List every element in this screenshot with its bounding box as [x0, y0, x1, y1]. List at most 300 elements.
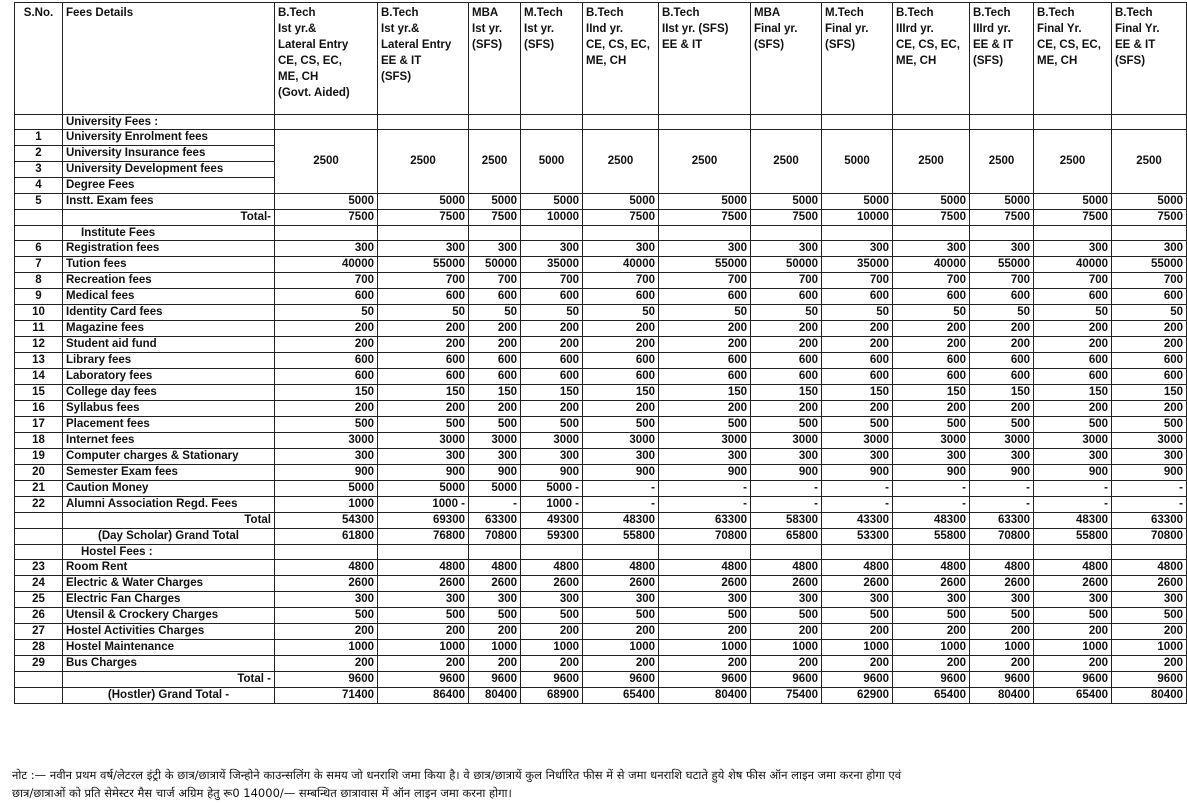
fee-amount-cell: 300 — [970, 241, 1034, 257]
fee-amount-cell: 300 — [1034, 592, 1112, 608]
row-sno: 10 — [15, 305, 63, 321]
day-scholar-grand-total-row — [15, 529, 1187, 545]
fee-amount-cell: 700 — [275, 273, 378, 289]
fee-amount-cell: 1000 — [893, 640, 970, 656]
fee-amount-cell: 600 — [751, 369, 822, 385]
fee-row — [15, 576, 1187, 592]
fee-amount-cell: 600 — [1034, 369, 1112, 385]
university-total-amount: 10000 — [521, 210, 583, 226]
fee-amount-cell: 200 — [893, 624, 970, 640]
blank-cell — [275, 545, 378, 560]
fee-amount-cell: 600 — [822, 369, 893, 385]
day-scholar-grand-total-amount: 55800 — [893, 529, 970, 545]
blank-cell — [521, 545, 583, 560]
fee-amount-cell: 500 — [469, 417, 521, 433]
fee-amount-cell: 5000 — [822, 194, 893, 210]
fee-amount-cell: 600 — [893, 369, 970, 385]
row-sno: 21 — [15, 481, 63, 497]
fee-amount-cell: 500 — [822, 608, 893, 624]
blank-cell — [970, 115, 1034, 130]
header-col-line: CE, CS, EC, — [278, 55, 342, 67]
fee-amount-cell: - — [1034, 481, 1112, 497]
fee-amount-cell: 5000 — [1034, 194, 1112, 210]
blank-cell — [1112, 115, 1187, 130]
fee-amount-cell: 300 — [469, 241, 521, 257]
fee-amount-cell: 200 — [275, 656, 378, 672]
fee-amount-cell: - — [893, 481, 970, 497]
fee-amount-cell: 200 — [1112, 401, 1187, 417]
blank-cell — [751, 115, 822, 130]
fee-amount-cell: 700 — [469, 273, 521, 289]
header-col-10 — [970, 3, 1034, 115]
header-col-line: M.Tech — [825, 7, 864, 19]
institute-total-amount: 43300 — [822, 513, 893, 529]
fee-amount-cell: 50 — [521, 305, 583, 321]
header-col-line: Ist yr.& — [381, 23, 420, 35]
fee-amount-cell: - — [1112, 481, 1187, 497]
header-col-9 — [893, 3, 970, 115]
row-fee-name: Hostel Maintenance — [63, 640, 275, 656]
fee-row — [15, 369, 1187, 385]
fee-amount-cell: 200 — [1034, 401, 1112, 417]
university-total-amount: 7500 — [469, 210, 521, 226]
fee-amount-cell: 4800 — [521, 560, 583, 576]
fee-amount-cell: 200 — [970, 656, 1034, 672]
row-sno: 14 — [15, 369, 63, 385]
note — [12, 766, 1182, 802]
blank-cell — [469, 115, 521, 130]
fee-amount-cell: 2600 — [893, 576, 970, 592]
university-total-label: Total- — [63, 210, 275, 226]
row-sno: 8 — [15, 273, 63, 289]
fee-amount-cell: 5000 — [659, 194, 751, 210]
fee-amount-cell: 500 — [275, 417, 378, 433]
day-scholar-grand-total-amount: 55800 — [583, 529, 659, 545]
header-col-line: Lateral Entry — [278, 39, 349, 51]
fee-amount-cell: 500 — [1112, 417, 1187, 433]
fee-amount-cell: 50 — [822, 305, 893, 321]
fee-amount-cell: 150 — [1112, 385, 1187, 401]
university-total-amount: 7500 — [751, 210, 822, 226]
fee-amount-cell: 200 — [583, 337, 659, 353]
fee-amount-cell: 4800 — [583, 560, 659, 576]
hostel-total-amount: 9600 — [275, 672, 378, 688]
header-col-5 — [583, 3, 659, 115]
row-sno: 26 — [15, 608, 63, 624]
fee-amount-cell: 500 — [521, 417, 583, 433]
header-col-line: EE & IT — [381, 55, 422, 67]
fee-amount-cell: 300 — [378, 592, 469, 608]
hostler-grand-total-amount: 80400 — [970, 688, 1034, 704]
fee-amount-cell: 50 — [583, 305, 659, 321]
header-col-line: B.Tech — [278, 7, 316, 19]
hostler-grand-total-amount: 65400 — [893, 688, 970, 704]
blank-cell — [1034, 226, 1112, 241]
header-col-line: IIst yr. (SFS) — [662, 23, 729, 35]
fee-amount-cell: 150 — [521, 385, 583, 401]
row-fee-name: University Insurance fees — [63, 146, 275, 162]
fee-amount-cell: 300 — [378, 241, 469, 257]
day-scholar-grand-total-amount: 55800 — [1034, 529, 1112, 545]
day-scholar-grand-total-amount: 70800 — [659, 529, 751, 545]
day-scholar-grand-total-amount: 61800 — [275, 529, 378, 545]
fee-amount-cell: 200 — [275, 321, 378, 337]
fee-amount-cell: 4800 — [893, 560, 970, 576]
fee-amount-cell: 300 — [275, 241, 378, 257]
fee-amount-cell: 600 — [970, 369, 1034, 385]
header-col-line: B.Tech — [1037, 7, 1075, 19]
row-sno: 23 — [15, 560, 63, 576]
fee-amount-cell: 5000 - — [521, 481, 583, 497]
fee-amount-cell: 55000 — [1112, 257, 1187, 273]
fee-amount-cell: 300 — [970, 592, 1034, 608]
fee-amount-cell: 200 — [521, 337, 583, 353]
blank-cell — [970, 545, 1034, 560]
header-col-line: M.Tech — [524, 7, 563, 19]
fee-amount-cell: 600 — [1034, 289, 1112, 305]
institute-total-amount: 48300 — [583, 513, 659, 529]
row-sno: 29 — [15, 656, 63, 672]
fee-amount-cell: 700 — [1034, 273, 1112, 289]
fee-amount-cell: 3000 — [893, 433, 970, 449]
row-fee-name: Laboratory fees — [63, 369, 275, 385]
day-scholar-grand-total-amount: 70800 — [970, 529, 1034, 545]
fee-amount-cell: 300 — [583, 449, 659, 465]
fee-amount-cell: 50 — [275, 305, 378, 321]
hostel-total-amount: 9600 — [893, 672, 970, 688]
fee-amount-cell: 200 — [659, 321, 751, 337]
university-total-amount: 10000 — [822, 210, 893, 226]
fee-row — [15, 257, 1187, 273]
fee-amount-cell: 900 — [751, 465, 822, 481]
row-sno: 16 — [15, 401, 63, 417]
fee-amount-cell: 300 — [659, 241, 751, 257]
fee-amount-cell: 200 — [970, 337, 1034, 353]
fee-amount-cell: 5000 — [1112, 194, 1187, 210]
hostel-fees-heading-label: Hostel Fees : — [63, 545, 275, 560]
hostel-fees-heading-row — [15, 545, 1187, 560]
fee-amount-cell: - — [893, 497, 970, 513]
header-col-line: ME, CH — [896, 55, 937, 67]
combined-university-amount: 2500 — [751, 130, 822, 194]
university-total-amount: 7500 — [1034, 210, 1112, 226]
fee-row — [15, 337, 1187, 353]
fee-amount-cell: 55000 — [659, 257, 751, 273]
header-col-line: (SFS) — [973, 55, 1004, 67]
hostel-total-amount: 9600 — [822, 672, 893, 688]
fee-amount-cell: 700 — [893, 273, 970, 289]
institute-fees-heading-row — [15, 226, 1187, 241]
row-fee-name: Syllabus fees — [63, 401, 275, 417]
fee-amount-cell: 35000 — [822, 257, 893, 273]
fee-amount-cell: 150 — [893, 385, 970, 401]
fee-amount-cell: 200 — [970, 624, 1034, 640]
fee-amount-cell: 900 — [659, 465, 751, 481]
fee-amount-cell: 200 — [751, 656, 822, 672]
fee-amount-cell: 900 — [893, 465, 970, 481]
hostel-total-label: Total - — [63, 672, 275, 688]
fee-amount-cell: 5000 — [378, 481, 469, 497]
fee-amount-cell: 200 — [1034, 337, 1112, 353]
header-col-line: ME, CH — [278, 71, 319, 83]
row-sno: 7 — [15, 257, 63, 273]
fee-amount-cell: 200 — [583, 321, 659, 337]
header-col-line: EE & IT — [662, 39, 703, 51]
fee-amount-cell: 900 — [521, 465, 583, 481]
fee-amount-cell: 300 — [751, 449, 822, 465]
blank-cell — [378, 545, 469, 560]
fee-table-body — [15, 115, 1187, 704]
fee-amount-cell: 200 — [822, 321, 893, 337]
blank-cell — [15, 115, 63, 130]
header-col-line: ME, CH — [1037, 55, 1078, 67]
fee-amount-cell: 200 — [822, 656, 893, 672]
blank-cell — [15, 513, 63, 529]
blank-cell — [378, 115, 469, 130]
fee-amount-cell: 4800 — [378, 560, 469, 576]
fee-amount-cell: 2600 — [378, 576, 469, 592]
hostel-total-amount: 9600 — [659, 672, 751, 688]
fee-amount-cell: 1000 — [822, 640, 893, 656]
blank-cell — [751, 226, 822, 241]
fee-amount-cell: 500 — [822, 417, 893, 433]
fee-amount-cell: 3000 — [378, 433, 469, 449]
fee-row — [15, 289, 1187, 305]
fee-amount-cell: 2600 — [1034, 576, 1112, 592]
combined-university-amount: 2500 — [1112, 130, 1187, 194]
institute-total-amount: 63300 — [659, 513, 751, 529]
fee-amount-cell: 1000 — [1034, 640, 1112, 656]
fee-amount-cell: 3000 — [469, 433, 521, 449]
fee-amount-cell: 200 — [893, 401, 970, 417]
row-sno: 15 — [15, 385, 63, 401]
header-col-line: Final yr. — [825, 23, 869, 35]
row-fee-name: Student aid fund — [63, 337, 275, 353]
blank-cell — [893, 545, 970, 560]
fee-amount-cell: 600 — [378, 289, 469, 305]
fee-amount-cell: - — [751, 481, 822, 497]
blank-cell — [1112, 226, 1187, 241]
fee-amount-cell: 700 — [1112, 273, 1187, 289]
fee-amount-cell: 300 — [1034, 449, 1112, 465]
fee-amount-cell: 200 — [378, 656, 469, 672]
header-col-1 — [275, 3, 378, 115]
fee-amount-cell: 4800 — [822, 560, 893, 576]
fee-amount-cell: 1000 — [659, 640, 751, 656]
fee-amount-cell: 200 — [521, 401, 583, 417]
row-fee-name: Placement fees — [63, 417, 275, 433]
blank-cell — [893, 226, 970, 241]
row-sno: 12 — [15, 337, 63, 353]
fee-amount-cell: 600 — [275, 289, 378, 305]
fee-amount-cell: 50000 — [751, 257, 822, 273]
fee-amount-cell: 200 — [893, 321, 970, 337]
fee-amount-cell: 900 — [1112, 465, 1187, 481]
fee-amount-cell: - — [659, 481, 751, 497]
row-sno: 9 — [15, 289, 63, 305]
row-sno: 19 — [15, 449, 63, 465]
fee-amount-cell: 200 — [275, 401, 378, 417]
fee-amount-cell: 55000 — [378, 257, 469, 273]
fee-amount-cell: 500 — [659, 417, 751, 433]
fee-row — [15, 449, 1187, 465]
fee-amount-cell: 1000 — [1112, 640, 1187, 656]
fee-amount-cell: 300 — [893, 241, 970, 257]
header-col-line: B.Tech — [662, 7, 700, 19]
header-col-line: IInd yr. — [586, 23, 624, 35]
blank-cell — [583, 226, 659, 241]
hostler-grand-total-amount: 71400 — [275, 688, 378, 704]
fee-amount-cell: 500 — [1112, 608, 1187, 624]
fee-amount-cell: 200 — [521, 656, 583, 672]
fee-amount-cell: 300 — [893, 449, 970, 465]
fee-amount-cell: 500 — [469, 608, 521, 624]
blank-cell — [521, 226, 583, 241]
fee-amount-cell: 300 — [521, 449, 583, 465]
header-col-line: Ist yr. — [524, 23, 555, 35]
fee-amount-cell: 700 — [583, 273, 659, 289]
row-sno: 4 — [15, 178, 63, 194]
hostel-total-amount: 9600 — [1112, 672, 1187, 688]
blank-cell — [469, 226, 521, 241]
header-col-line: CE, CS, EC, — [586, 39, 650, 51]
row-sno: 28 — [15, 640, 63, 656]
fee-amount-cell: 200 — [822, 401, 893, 417]
fee-amount-cell: 50 — [893, 305, 970, 321]
hostel-total-amount: 9600 — [751, 672, 822, 688]
fee-amount-cell: 300 — [1112, 241, 1187, 257]
fee-amount-cell: 200 — [659, 401, 751, 417]
row-fee-name: Tution fees — [63, 257, 275, 273]
fee-amount-cell: 2600 — [970, 576, 1034, 592]
fee-amount-cell: 600 — [521, 353, 583, 369]
fee-amount-cell: 200 — [751, 337, 822, 353]
fee-amount-cell: 200 — [659, 337, 751, 353]
fee-amount-cell: 300 — [822, 241, 893, 257]
fee-amount-cell: 200 — [659, 656, 751, 672]
header-col-line: B.Tech — [381, 7, 419, 19]
fee-amount-cell: 200 — [469, 321, 521, 337]
fee-row — [15, 417, 1187, 433]
fee-amount-cell: 200 — [1112, 656, 1187, 672]
fee-amount-cell: 200 — [469, 624, 521, 640]
fee-amount-cell: 300 — [751, 241, 822, 257]
row-fee-name: Instt. Exam fees — [63, 194, 275, 210]
fee-amount-cell: 700 — [751, 273, 822, 289]
fee-amount-cell: 300 — [521, 241, 583, 257]
fee-amount-cell: 500 — [1034, 417, 1112, 433]
fee-amount-cell: 300 — [583, 241, 659, 257]
header-row — [15, 3, 1187, 115]
hostler-grand-total-amount: 65400 — [1034, 688, 1112, 704]
institute-total-amount: 63300 — [970, 513, 1034, 529]
fee-amount-cell: 3000 — [822, 433, 893, 449]
fee-amount-cell: 5000 — [469, 481, 521, 497]
fee-amount-cell: 500 — [893, 608, 970, 624]
header-col-line: Final Yr. — [1037, 23, 1082, 35]
fee-amount-cell: 5000 — [970, 194, 1034, 210]
combined-university-amount: 2500 — [275, 130, 378, 194]
row-fee-name: Utensil & Crockery Charges — [63, 608, 275, 624]
fee-row — [15, 273, 1187, 289]
row-sno: 17 — [15, 417, 63, 433]
fee-amount-cell: 150 — [583, 385, 659, 401]
header-col-line: (SFS) — [754, 39, 785, 51]
fee-amount-cell: 50000 — [469, 257, 521, 273]
fee-amount-cell: 1000 — [751, 640, 822, 656]
fee-amount-cell: 200 — [1112, 321, 1187, 337]
fee-amount-cell: 35000 — [521, 257, 583, 273]
fee-amount-cell: 200 — [751, 321, 822, 337]
fee-amount-cell: 500 — [970, 608, 1034, 624]
row-fee-name: Room Rent — [63, 560, 275, 576]
fee-amount-cell: 300 — [378, 449, 469, 465]
fee-amount-cell: 500 — [970, 417, 1034, 433]
fee-amount-cell: - — [583, 481, 659, 497]
day-scholar-grand-total-amount: 70800 — [469, 529, 521, 545]
hostler-grand-total-row — [15, 688, 1187, 704]
fee-amount-cell: 500 — [1034, 608, 1112, 624]
combined-university-amount: 2500 — [970, 130, 1034, 194]
hostel-total-amount: 9600 — [583, 672, 659, 688]
fee-amount-cell: 300 — [1034, 241, 1112, 257]
fee-amount-cell: 200 — [583, 656, 659, 672]
fee-amount-cell: 1000 — [521, 640, 583, 656]
hostel-total-amount: 9600 — [1034, 672, 1112, 688]
header-col-line: CE, CS, EC, — [896, 39, 960, 51]
university-total-amount: 7500 — [1112, 210, 1187, 226]
fee-amount-cell: 3000 — [521, 433, 583, 449]
fee-amount-cell: 600 — [659, 289, 751, 305]
fee-amount-cell: 1000 — [378, 640, 469, 656]
fee-amount-cell: 200 — [583, 401, 659, 417]
fee-amount-cell: 150 — [970, 385, 1034, 401]
fee-amount-cell: 150 — [751, 385, 822, 401]
fee-amount-cell: 700 — [970, 273, 1034, 289]
header-col-line: MBA — [472, 7, 499, 19]
fee-amount-cell: 300 — [469, 449, 521, 465]
institute-total-amount: 58300 — [751, 513, 822, 529]
fee-amount-cell: 500 — [751, 417, 822, 433]
header-col-4 — [521, 3, 583, 115]
hostler-grand-total-amount: 80400 — [469, 688, 521, 704]
fee-amount-cell: - — [970, 497, 1034, 513]
fee-amount-cell: 200 — [1034, 321, 1112, 337]
fee-amount-cell: 50 — [378, 305, 469, 321]
fee-amount-cell: 600 — [521, 289, 583, 305]
fee-amount-cell: 150 — [1034, 385, 1112, 401]
fee-amount-cell: 200 — [1034, 624, 1112, 640]
fee-amount-cell: 900 — [1034, 465, 1112, 481]
row-sno: 24 — [15, 576, 63, 592]
row-fee-name: University Development fees — [63, 162, 275, 178]
combined-university-amount: 2500 — [1034, 130, 1112, 194]
fee-row — [15, 560, 1187, 576]
fee-amount-cell: 200 — [469, 656, 521, 672]
blank-cell — [659, 226, 751, 241]
combined-university-amount: 5000 — [822, 130, 893, 194]
fee-amount-cell: 200 — [822, 337, 893, 353]
fee-amount-cell: 600 — [378, 369, 469, 385]
combined-university-amount: 2500 — [378, 130, 469, 194]
fee-amount-cell: 500 — [275, 608, 378, 624]
row-sno: 18 — [15, 433, 63, 449]
fee-row — [15, 608, 1187, 624]
note-line-1: नोट :— नवीन प्रथम वर्ष/लेटरल इंट्री के छात्र/छात्रायें जिन्होने काउन्सलिंग के समय जो धनराशि जमा किया है। वे छात्र/छात्रायें कुल निर्धारित फीस में से जमा धनराशि घटाते हुये शेष फीस ऑन लाइन जमा करना होगा एवं — [12, 768, 902, 782]
fee-amount-cell: 4800 — [1034, 560, 1112, 576]
blank-cell — [893, 115, 970, 130]
combined-university-amount: 5000 — [521, 130, 583, 194]
